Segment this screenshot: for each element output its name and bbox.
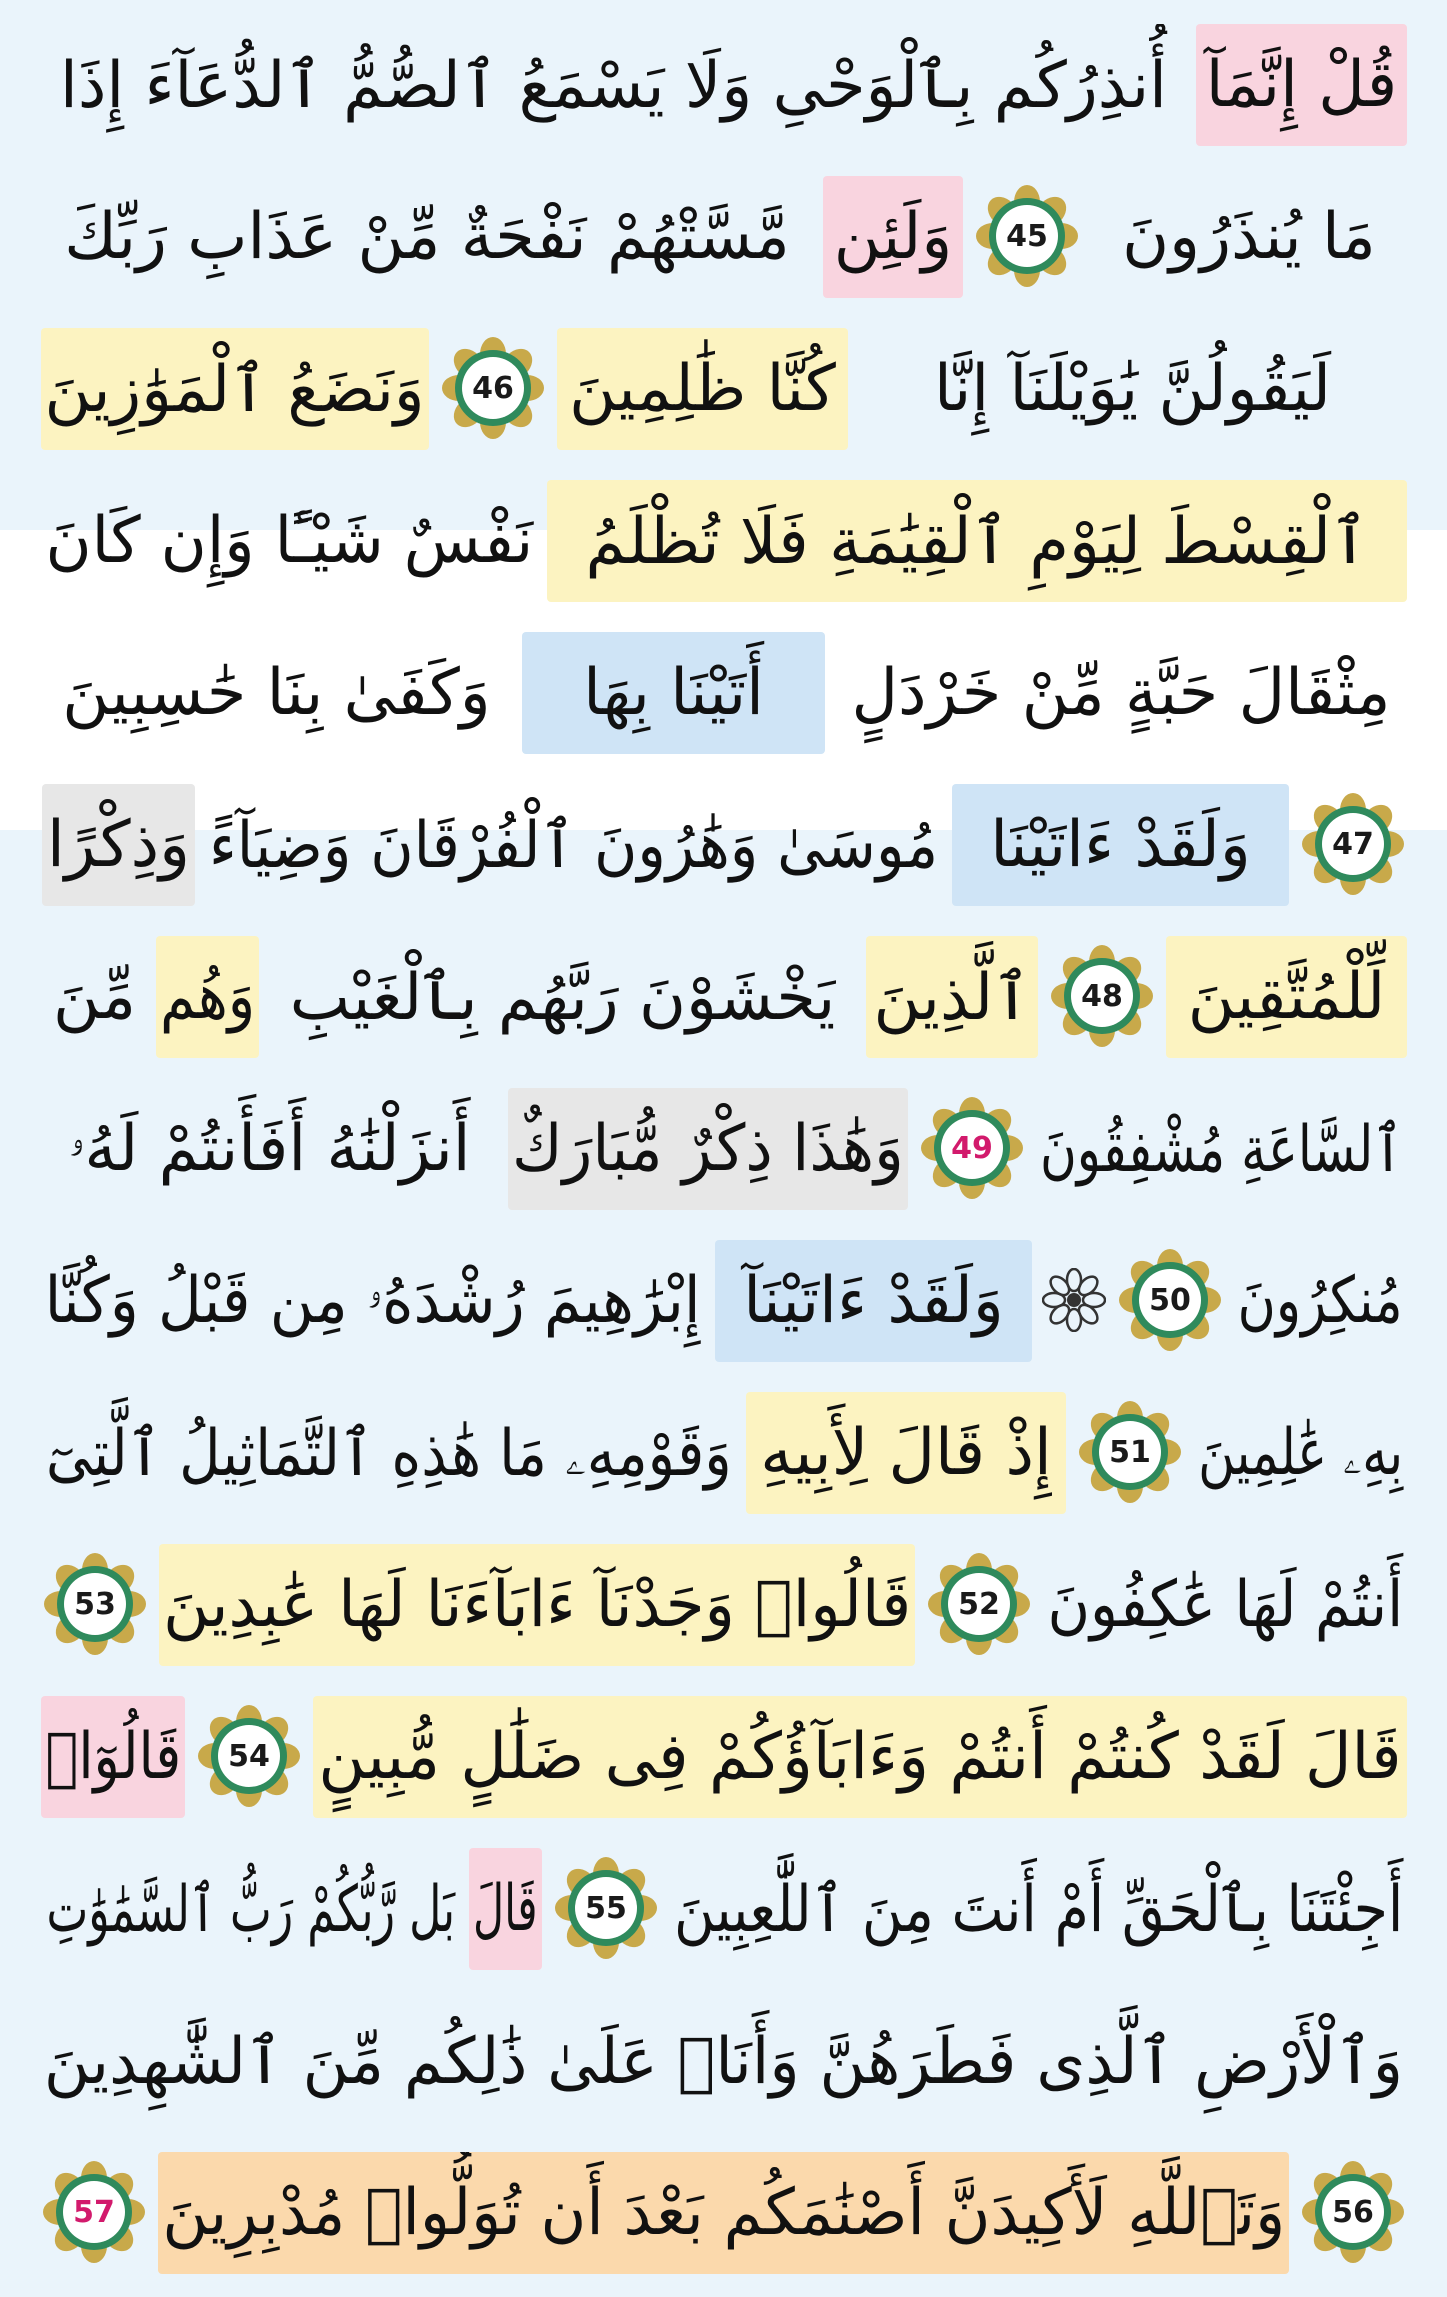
ayah-marker-54 — [195, 1702, 303, 1810]
verse-text-content: ٱلسَّاعَةِ مُشْفِقُونَ — [1040, 1112, 1403, 1187]
verse-text-content: قَالُوٓا۟ — [45, 1720, 181, 1794]
ayah-number: 48 — [1081, 978, 1123, 1014]
highlighted-phrase-pink — [1196, 24, 1407, 146]
text-line — [40, 2138, 1407, 2288]
ayah-number: 54 — [228, 1738, 270, 1774]
highlighted-phrase-yellow — [557, 328, 848, 450]
highlighted-phrase-pink — [41, 1696, 185, 1818]
highlighted-phrase-orange — [158, 2152, 1289, 2274]
highlighted-phrase-yellow — [159, 1544, 915, 1666]
ayah-marker-51 — [1076, 1398, 1184, 1506]
ayah-number: 45 — [1006, 218, 1048, 254]
highlighted-phrase-yellow — [547, 480, 1407, 602]
verse-text-content: ٱلْقِسْطَ لِيَوْمِ ٱلْقِيَٰمَةِ فَلَا تُظْلَمُ — [585, 504, 1369, 579]
text-line — [40, 10, 1407, 160]
verse-text — [41, 632, 512, 754]
verse-text — [40, 2000, 1407, 2122]
ayah-marker-57 — [40, 2158, 148, 2266]
text-line — [40, 1834, 1407, 1984]
verse-text-content: وَكَفَىٰ بِنَا حَٰسِبِينَ — [62, 656, 491, 730]
highlighted-phrase-gray — [42, 784, 195, 906]
verse-text — [41, 480, 537, 602]
verse-text-content: لَيَقُولُنَّ يَٰوَيْلَنَآ إِنَّا — [934, 352, 1331, 426]
verse-text-content: وَهَٰذَا ذِكْرٌ مُّبَارَكٌ — [512, 1112, 904, 1186]
verse-text-content: إِبْرَٰهِيمَ رُشْدَهُۥ مِن قَبْلُ وَكُنَّا — [44, 1264, 702, 1338]
ayah-number: 57 — [73, 2194, 115, 2230]
verse-text-content: أَجِئْتَنَا بِٱلْحَقِّ أَمْ أَنتَ مِنَ ٱللَّٰعِبِينَ — [673, 1872, 1404, 1947]
verse-text — [1194, 1392, 1407, 1514]
ayah-marker-46 — [439, 334, 547, 442]
verse-text-content: مِّنَ — [53, 960, 136, 1034]
text-line — [40, 1378, 1407, 1528]
verse-text — [1091, 176, 1407, 298]
verse-text — [42, 1848, 459, 1970]
verse-text — [41, 176, 813, 298]
verse-text — [41, 1088, 498, 1210]
verse-text-content: بِهِۦ عَٰلِمِينَ — [1197, 1416, 1404, 1490]
ayah-marker-45 — [973, 182, 1081, 290]
verse-text-content: مُنكِرُونَ — [1237, 1264, 1404, 1338]
verse-text-content: لِّلْمُتَّقِينَ — [1187, 960, 1386, 1034]
ayah-marker-47 — [1299, 790, 1407, 898]
verse-text — [43, 936, 146, 1058]
highlighted-phrase-yellow — [41, 328, 429, 450]
ayah-marker-49 — [918, 1094, 1026, 1202]
text-line — [40, 466, 1407, 616]
verse-text-content: أُنذِرُكُم بِٱلْوَحْىِ وَلَا يَسْمَعُ ٱلصُّمُّ ٱلدُّعَآءَ إِذَا — [60, 48, 1167, 123]
verse-text — [41, 1240, 705, 1362]
text-line — [40, 1530, 1407, 1680]
text-line — [40, 1074, 1407, 1224]
ayah-number: 53 — [74, 1586, 116, 1622]
verse-text-content: وَٱلْأَرْضِ ٱلَّذِى فَطَرَهُنَّ وَأَنَا۠ عَلَىٰ ذَٰلِكُم مِّنَ ٱلشَّٰهِدِينَ — [43, 2024, 1404, 2099]
verse-text-content: مِثْقَالَ حَبَّةٍ مِّنْ خَرْدَلٍ — [851, 656, 1391, 730]
highlighted-phrase-blue — [522, 632, 825, 754]
verse-text — [205, 784, 942, 906]
verse-text — [670, 1848, 1407, 1970]
verse-text-content: وَلَئِن — [833, 200, 953, 274]
ayah-number: 55 — [585, 1890, 627, 1926]
verse-text-content: أَنزَلْنَٰهُ أَفَأَنتُمْ لَهُۥ — [68, 1112, 471, 1186]
text-line — [40, 1226, 1407, 1376]
highlighted-phrase-blue — [715, 1240, 1032, 1362]
text-line — [40, 618, 1407, 768]
text-line — [40, 922, 1407, 1072]
text-line — [40, 1986, 1407, 2136]
verse-text-content: قُلْ إِنَّمَآ — [1205, 48, 1398, 122]
verse-text-content: أَتَيْنَا بِهَا — [583, 656, 764, 730]
text-line — [40, 770, 1407, 920]
verse-text — [41, 24, 1186, 146]
ayah-marker-53 — [41, 1550, 149, 1658]
verse-text-content: وَلَقَدْ ءَاتَيْنَآ — [743, 1264, 1004, 1338]
highlighted-phrase-gray — [508, 1088, 908, 1210]
verse-text-content: قَالَ — [473, 1872, 538, 1946]
verse-text — [858, 328, 1407, 450]
text-line — [40, 162, 1407, 312]
highlighted-phrase-pink — [469, 1848, 542, 1970]
verse-text-content: قَالَ لَقَدْ كُنتُمْ أَنتُمْ وَءَابَآؤُكُمْ فِى ضَلَٰلٍ مُّبِينٍ — [318, 1720, 1402, 1794]
ayah-number: 52 — [958, 1586, 1000, 1622]
verse-text — [1234, 1240, 1407, 1362]
ayah-number: 47 — [1332, 826, 1374, 862]
verse-text — [1043, 1544, 1407, 1666]
verse-text-content: مُوسَىٰ وَهَٰرُونَ ٱلْفُرْقَانَ وَضِيَآءً — [208, 808, 939, 883]
ayah-number: 51 — [1109, 1434, 1151, 1470]
hizb-star-icon — [1042, 1268, 1106, 1332]
highlighted-phrase-blue — [952, 784, 1289, 906]
verse-text-content: وَقَوْمِهِۦ مَا هَٰذِهِ ٱلتَّمَاثِيلُ ٱلَّتِىٓ — [46, 1416, 732, 1491]
highlighted-phrase-yellow — [156, 936, 259, 1058]
highlighted-phrase-pink — [823, 176, 963, 298]
ayah-number: 46 — [472, 370, 514, 406]
verse-text-content: مَّسَّتْهُمْ نَفْحَةٌ مِّنْ عَذَابِ رَبِّكَ — [64, 200, 790, 274]
verse-text-content: مَا يُنذَرُونَ — [1122, 200, 1376, 274]
highlighted-phrase-yellow — [866, 936, 1038, 1058]
text-line — [40, 314, 1407, 464]
highlighted-phrase-yellow — [746, 1392, 1066, 1514]
verse-text — [1036, 1088, 1407, 1210]
verse-text-content: قَالُوا۟ وَجَدْنَآ ءَابَآءَنَا لَهَا عَٰبِدِينَ — [162, 1568, 912, 1642]
verse-text-content: بَل رَّبُّكُمْ رَبُّ ٱلسَّمَٰوَٰتِ — [46, 1872, 455, 1947]
verse-text-content: وَذِكْرًا — [47, 808, 190, 882]
verse-text-content: وَنَضَعُ ٱلْمَوَٰزِينَ — [44, 352, 426, 427]
ayah-number: 56 — [1332, 2194, 1374, 2230]
ayah-marker-55 — [552, 1854, 660, 1962]
verse-text-content: وَتَٱللَّهِ لَأَكِيدَنَّ أَصْنَٰمَكُم بَعْدَ أَن تُوَلُّوا۟ مُدْبِرِينَ — [162, 2176, 1285, 2250]
verse-text-content: وَهُم — [159, 960, 256, 1034]
verse-text-content: وَلَقَدْ ءَاتَيْنَا — [990, 808, 1251, 882]
ayah-number: 49 — [951, 1130, 993, 1166]
ayah-marker-48 — [1048, 942, 1156, 1050]
verse-text-content: إِذْ قَالَ لِأَبِيهِ — [760, 1416, 1052, 1490]
ayah-number: 50 — [1149, 1282, 1191, 1318]
verse-text — [269, 936, 856, 1058]
ayah-marker-50 — [1116, 1246, 1224, 1354]
verse-text-content: أَنتُمْ لَهَا عَٰكِفُونَ — [1047, 1568, 1403, 1642]
verse-text-content: نَفْسٌ شَيْـًٔا وَإِن كَانَ — [45, 504, 533, 578]
verse-text-content: ٱلَّذِينَ — [873, 960, 1031, 1035]
verse-text-content: يَخْشَوْنَ رَبَّهُم بِٱلْغَيْبِ — [289, 960, 836, 1035]
ayah-marker-52 — [925, 1550, 1033, 1658]
ayah-marker-56 — [1299, 2158, 1407, 2266]
highlighted-phrase-yellow — [313, 1696, 1407, 1818]
highlighted-phrase-yellow — [1166, 936, 1407, 1058]
verse-text-content: كُنَّا ظَٰلِمِينَ — [569, 352, 836, 426]
verse-text — [42, 1392, 736, 1514]
text-line — [40, 1682, 1407, 1832]
verse-text — [835, 632, 1407, 754]
